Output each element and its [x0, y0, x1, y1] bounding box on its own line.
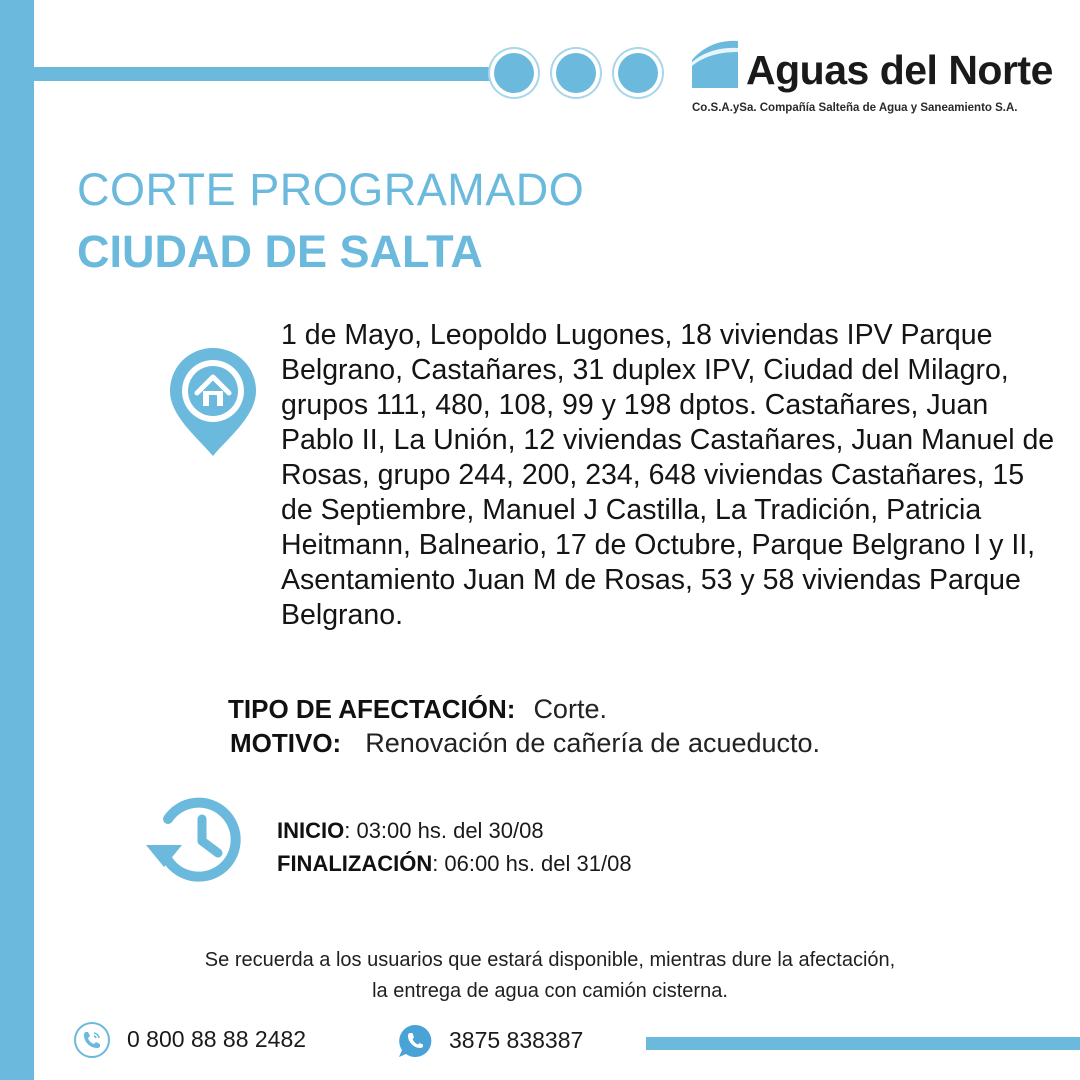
- start-time: [277, 818, 544, 844]
- end-label: FINALIZACIÓN: [277, 851, 433, 876]
- left-accent-bar: [0, 0, 34, 1080]
- logo-mark-icon: [692, 36, 738, 88]
- motivo-label: MOTIVO:: [230, 728, 342, 758]
- tipo-label: TIPO DE AFECTACIÓN:: [228, 694, 516, 724]
- decorative-dot: [494, 53, 534, 93]
- start-label: INICIO: [277, 818, 345, 843]
- brand-subtitle: Co.S.A.ySa. Compañía Salteña de Agua y Saneamiento S.A.: [692, 102, 1018, 114]
- top-accent-line: [34, 67, 504, 81]
- company-logo: [692, 36, 1062, 120]
- clock-history-icon: [142, 795, 246, 885]
- motivo-row: [230, 728, 820, 759]
- decorative-dot: [618, 53, 658, 93]
- location-pin-icon: [168, 346, 258, 458]
- end-value: : 06:00 hs. del 31/08: [432, 851, 632, 876]
- page-title: CORTE PROGRAMADO: [77, 164, 585, 215]
- bottom-accent-line: [646, 1037, 1080, 1050]
- brand-name: Aguas del Norte: [746, 47, 1053, 93]
- tipo-value: Corte.: [533, 694, 607, 724]
- notice-line-1: Se recuerda a los usuarios que estará disponible, mientras dure la afectación,: [204, 949, 896, 971]
- tipo-row: [228, 694, 607, 725]
- notice-text: [100, 945, 1000, 1007]
- motivo-value: Renovación de cañería de acueducto.: [365, 728, 821, 758]
- end-time: [277, 851, 632, 877]
- affected-areas-text: 1 de Mayo, Leopoldo Lugones, 18 viviendas IPV Parque Belgrano, Castañares, 31 duplex IPV, Ciudad del Milagro, grupos 111, 480, 108, 99 y 198 dptos. Castañares, Juan Pablo II, La Unión, 12 viviendas Castañares, Juan Manuel de Rosas, grupo 244, 200, 234, 648 viviendas Castañares, 15 de Septiembre, Manuel J Castilla, La Tradición, Patricia Heitmann, Balneario, 17 de Octubre, Parque Belgrano I y II, Asentamiento Juan M de Rosas, 53 y 58 viviendas Parque Belgrano.: [281, 319, 1055, 631]
- notice-line-2: la entrega de agua con camión cisterna.: [372, 980, 728, 1002]
- decorative-dot: [556, 53, 596, 93]
- whatsapp-icon[interactable]: [397, 1023, 433, 1059]
- whatsapp-number[interactable]: 3875 838387: [449, 1027, 584, 1053]
- start-value: : 03:00 hs. del 30/08: [344, 818, 544, 843]
- phone-icon[interactable]: [73, 1021, 111, 1059]
- phone-number[interactable]: 0 800 88 88 2482: [127, 1026, 307, 1052]
- page-subtitle: CIUDAD DE SALTA: [77, 226, 483, 277]
